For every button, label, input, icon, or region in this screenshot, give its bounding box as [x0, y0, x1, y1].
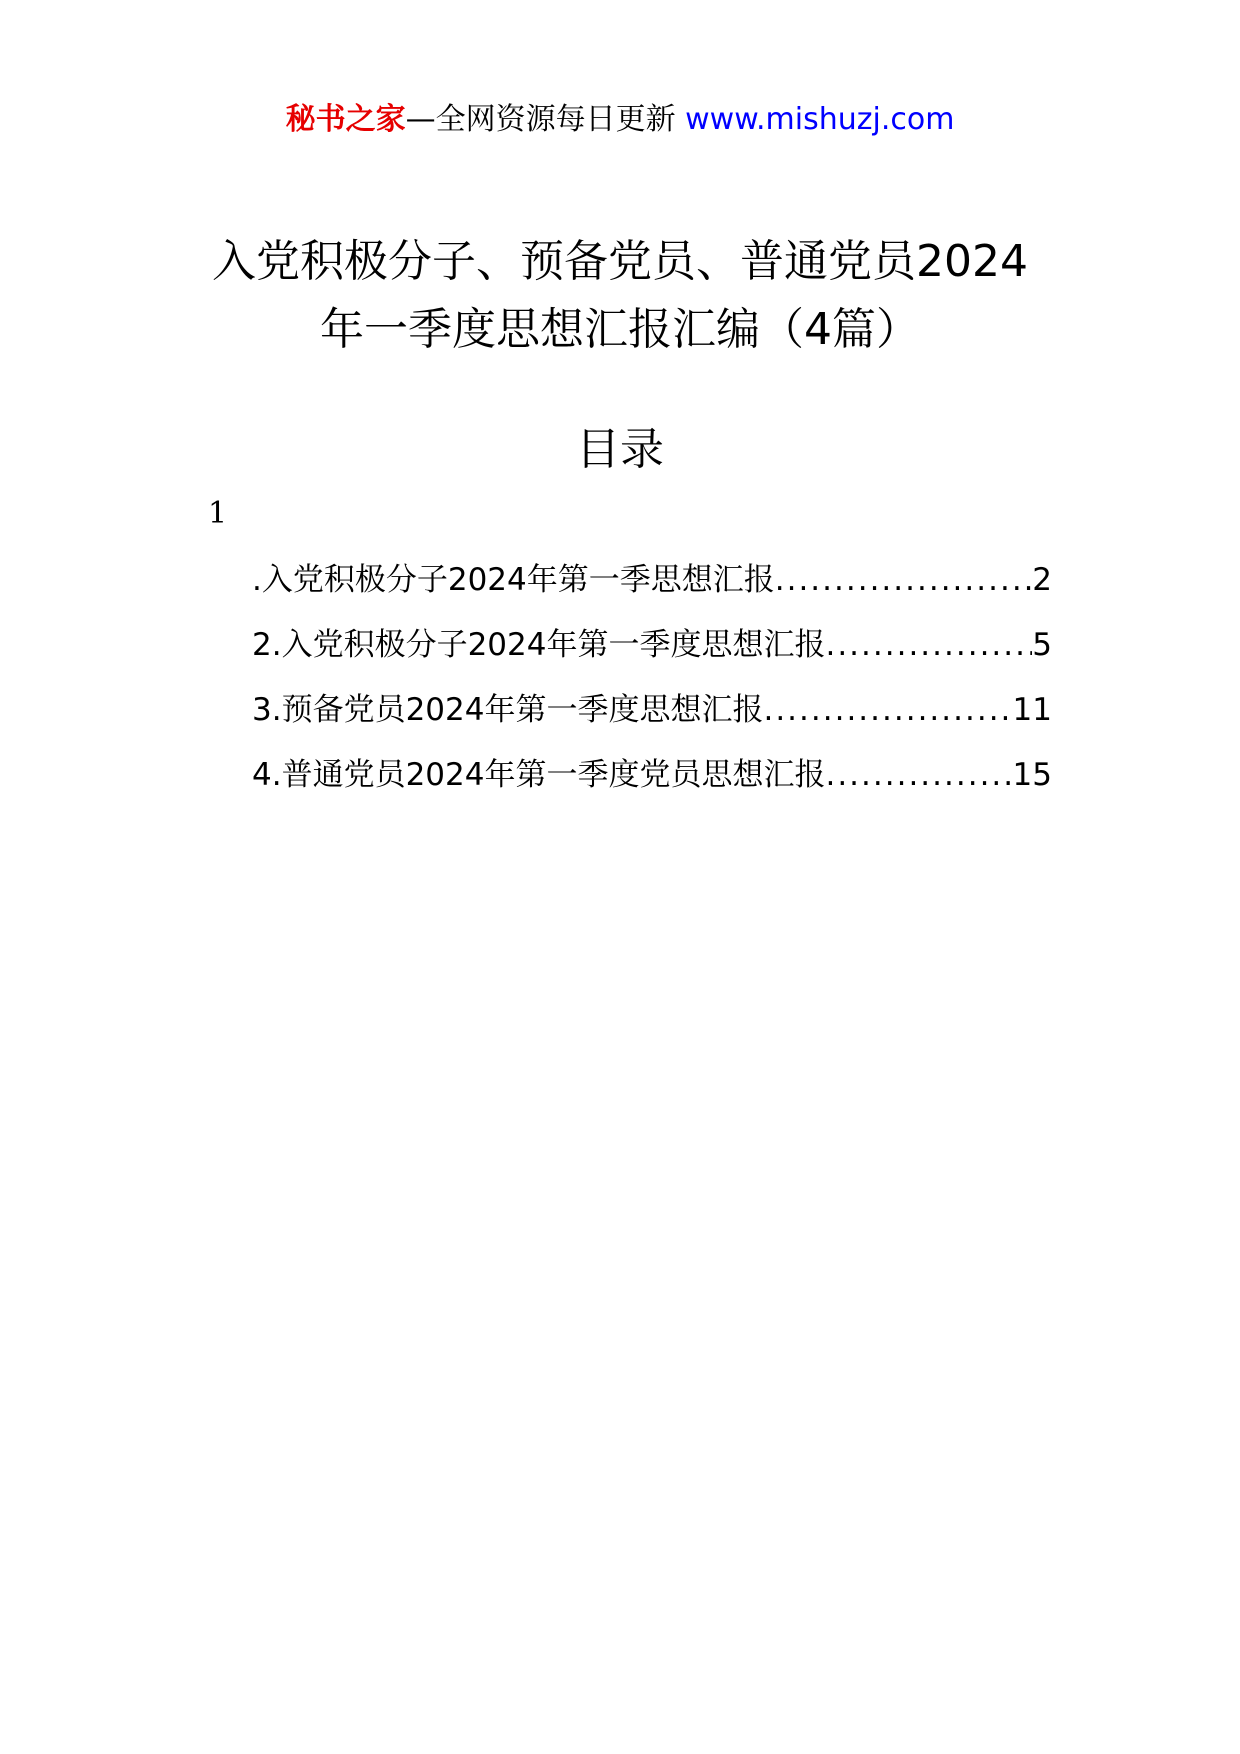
- toc-leader-dots: [775, 558, 1033, 602]
- toc-entry-page: 11: [1012, 692, 1052, 728]
- toc-entry-page: 15: [1012, 757, 1052, 793]
- toc-entry-1[interactable]: [252, 558, 1052, 623]
- toc-heading: 目录: [576, 424, 664, 475]
- site-header: [0, 100, 1240, 140]
- brand-name: 秘书之家: [285, 102, 406, 137]
- title-line-1: 入党积极分子、预备党员、普通党员2024: [212, 236, 1028, 287]
- toc-entry-text: 2.入党积极分子2024年第一季度思想汇报: [252, 627, 826, 663]
- toc-entry-text: .入党积极分子2024年第一季思想汇报: [252, 562, 775, 598]
- stray-number: 1: [208, 496, 228, 531]
- toc-leader-dots: [763, 688, 1012, 732]
- toc-entry-3[interactable]: [252, 688, 1052, 753]
- header-tagline: —全网资源每日更新: [405, 102, 676, 137]
- title-line-2: 年一季度思想汇报汇编（4篇）: [320, 304, 920, 355]
- toc-entry-text: 4.普通党员2024年第一季度党员思想汇报: [252, 757, 826, 793]
- toc-entry-page: 2: [1032, 562, 1052, 598]
- toc-entry-4[interactable]: [252, 753, 1052, 818]
- toc-leader-dots: [825, 623, 1032, 667]
- toc-entry-text: 3.预备党员2024年第一季度思想汇报: [252, 692, 764, 728]
- toc-leader-dots: [825, 753, 1012, 797]
- toc-entry-2[interactable]: [252, 623, 1052, 688]
- toc-entry-page: 5: [1032, 627, 1052, 663]
- site-url-link[interactable]: www.mishuzj.com: [685, 102, 955, 137]
- document-title: [160, 228, 1080, 364]
- table-of-contents: [252, 558, 1052, 818]
